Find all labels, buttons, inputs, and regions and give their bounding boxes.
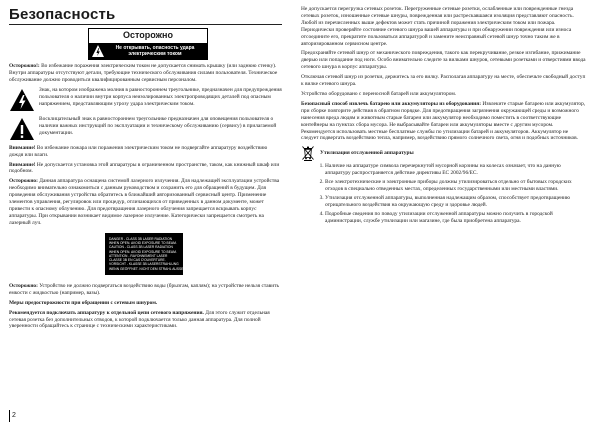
battery-removal-text: Извлеките старые батарею или аккумулятор, при сборке повторите действия в обратном порядке. Для предотвращения загрязнения окружающей среды и возможного нанесения вреда людям и животным старые батареи или аккумулятор необходимо поместить в соответствующие контейнеры на пунктах сбора мусора. Не выбрасывайте батареи или аккумуляторы вместе с другим мусором. Рекомендуется использовать местные бесплатные службы по утилизации батарей и аккумуляторов. Аккумулятор не следует подвергать воздействию тепла, например, воздействию прямого солнечного света, огня и подобных источников. [301,100,586,142]
page-number: 2 [12,412,16,419]
dedicated-circuit-text: Для этого служит отдельная сетевая розетка без дополнительных отводов, к которой подключается только данная аппаратура. Для полной уверенности обращайтесь к странице с техническими характеристиками. [9,309,270,330]
water-caution-paragraph [9,283,282,297]
confined-space-text: Не допускается установка этой аппаратуры в ограниченном пространстве, таком, как книжный шкаф или подобном. [9,161,280,175]
lightning-warning-icon [91,44,105,58]
unplug-paragraph: Отключая сетевой шнур из розетки, держитесь за его вилку. Располагая аппаратуру на месте, обеспечьте свободный доступ к вилке сетевого шнура. [301,74,586,88]
battery-removal-paragraph [301,101,587,142]
laser-warning-label [105,233,193,275]
lightning-symbol-paragraph [9,87,282,113]
warning-label: Внимание! [9,161,36,168]
warning-label: Внимание! [9,144,36,151]
exclamation-triangle-icon [9,116,35,142]
dedicated-circuit-paragraph [9,310,282,331]
rain-warning-paragraph [9,145,282,159]
laser-label-line: WENN GEÖFFNET. NICHT DEM STRAHL AUSSETZEN. [109,266,193,271]
dedicated-circuit-heading: Рекомендуется подключать аппаратуру к отдельной цепи сетевого напряжения. [9,309,204,316]
caution-label: Осторожно!: [9,63,40,70]
caution-cover-text: Во избежание поражения электрическим током не допускается снимать крышку (или заднюю стенку). Внутри аппаратуры отсутствуют детали, требующие технического обслуживания силами пользователя. Техническое обслуживание должно проводиться квалифицированным сервисным персоналом. [9,63,278,83]
battery-notice-paragraph: Устройство оборудовано с переносной батарей или аккумулятором. [301,90,457,97]
disposal-heading [301,145,587,161]
caution-cover-paragraph [9,63,282,84]
exclamation-symbol-paragraph [9,116,282,142]
list-item: 4. Подробные сведения по поводу утилизации отслуженной аппаратуры можно получить в городской администрации, службе утилизации или магазине, где была приобретена аппаратура. [325,211,587,225]
lightning-triangle-icon [9,87,35,113]
laser-label-line: WHEN OPEN. AVOID EXPOSURE TO BEAM. [109,240,177,245]
caution-label: Осторожно: [9,282,38,289]
disposal-list [301,163,587,224]
laser-label-line: ATTENTION - RAYONNEMENT LASER [109,253,168,258]
warning-box-title: Осторожно [123,30,173,40]
lightning-symbol-text: Знак, на котором изображена молния в равностороннем треугольнике, предназначен для предупреждения пользователя о наличии внутри корпуса неизолированных электропроводящих деталей под опасным напряжением, представляющим угрозу удара электрическим током. [39,86,282,107]
cord-protection-paragraph: Предохраняйте сетевой шнур от механического повреждения, такого как перекручивание, резкое изгибание, прижимание дверью или попадание под ноги. Особо внимательно следите за вилками шнуров, сетевыми розетками и отверстиями ввода сетевого шнура в корпус аппаратуры. [301,50,586,71]
disposal-title: Утилизация отслуженной аппаратуры [320,149,414,156]
water-caution-text: Устройство не должно подвергаться воздействию воды (брызгам, каплям); на устройстве нельзя ставить емкости с жидкостью (например, вазы). [9,282,279,296]
list-item: 1. Наличие на аппаратуре символа перечеркнутой мусорной корзины на колесах означает, что на данную аппаратуру распространяется действие директивы ЕС 2002/96/ЕС. [325,163,587,177]
crossed-bin-icon [301,145,315,161]
warning-box-body [89,43,207,60]
overload-paragraph: Не допускается перегрузка сетевых розеток. Перегруженные сетевые розетки, ослабленные или поврежденные гнезда сетевых розеток, изношенные сетевые шнуры, поврежденная или растрескавшаяся изоляция представляют опасность. Любой из перечисленных выше дефектов может стать причиной поражения электрическим током или пожара. Периодически проверяйте состояние сетевого шнура вашей аппаратуры и при обнаружении повреждения или износа отсоедините его, прекратите пользоваться аппаратурой и замените неисправный сетевой шнур точно таким же в авторизированном сервисном центре. [301,6,574,47]
power-cord-heading: Меры предосторожности при обращении с сетевым шнуром. [9,299,158,306]
title-rule [9,24,282,25]
laser-paragraph [9,178,282,226]
exclamation-symbol-text: Восклицательный знак в равностороннем треугольнике предназначен для оповещения пользователя о наличии важных инструкций по эксплуатации и техническому обслуживанию (сервису) в прилагаемой документации. [39,115,277,136]
rain-warning-text: Во избежание пожара или поражения электрическим током не подвергайте аппаратуру воздействию дождя или влаги. [9,144,268,158]
left-column [9,28,282,333]
list-item: 3. Утилизация отслуженной аппаратуры, выполненная надлежащим образом, способствует предотвращению отрицательного воздействия на окружающую среду и здоровье людей. [325,195,587,209]
right-column [301,6,587,227]
laser-label-line: CAUTION - CLASS 3B LASER RADIATION [109,245,173,250]
laser-label-line: VORSICHT - KLASSE 3B LASERSTRAHLUNG [109,262,179,267]
laser-label-line: WHEN OPEN. AVOID EXPOSURE TO BEAM. [109,249,177,254]
laser-text: Данная аппаратура оснащена системой лазерного излучения. Для надлежащей эксплуатации устройства необходимо внимательно ознакомиться с данным руководством и сохранить его для обращений в будущем. Для проведения обслуживания устройства обратитесь в ближайший авторизованный сервисный центр. Применение элементов управления, регулировок или процедур, отличающихся от приведенных в данном документе, может привести к опасному облучению. Для предотвращения лазерного облучения запрещается вскрывать корпус аппаратуры. При открывании возникает видимое лазерное излучение. Категорически запрещается смотреть на лазерный луч. [9,178,280,226]
battery-removal-heading: Безопасный способ извлечь батарею или аккумуляторы из оборудования: [301,100,481,107]
warning-box-text: Не открывать, опасность удара электрическим током [115,44,195,57]
warning-box [88,28,208,60]
list-item: 2. Все электротехнические и электронные приборы должны утилизироваться отдельно от бытовых городских отходов в специально отведенных местах, определенных государственными или местными властями. [325,179,587,193]
caution-label: Осторожно: [9,178,38,185]
page-title: Безопасность [9,6,116,23]
laser-label-line: DANGER - CLASS 3B LASER RADIATION [109,236,173,241]
laser-label-line: CLASSE 3B EN CAS D'OUVERTURE. [109,258,166,263]
confined-space-paragraph [9,162,282,176]
